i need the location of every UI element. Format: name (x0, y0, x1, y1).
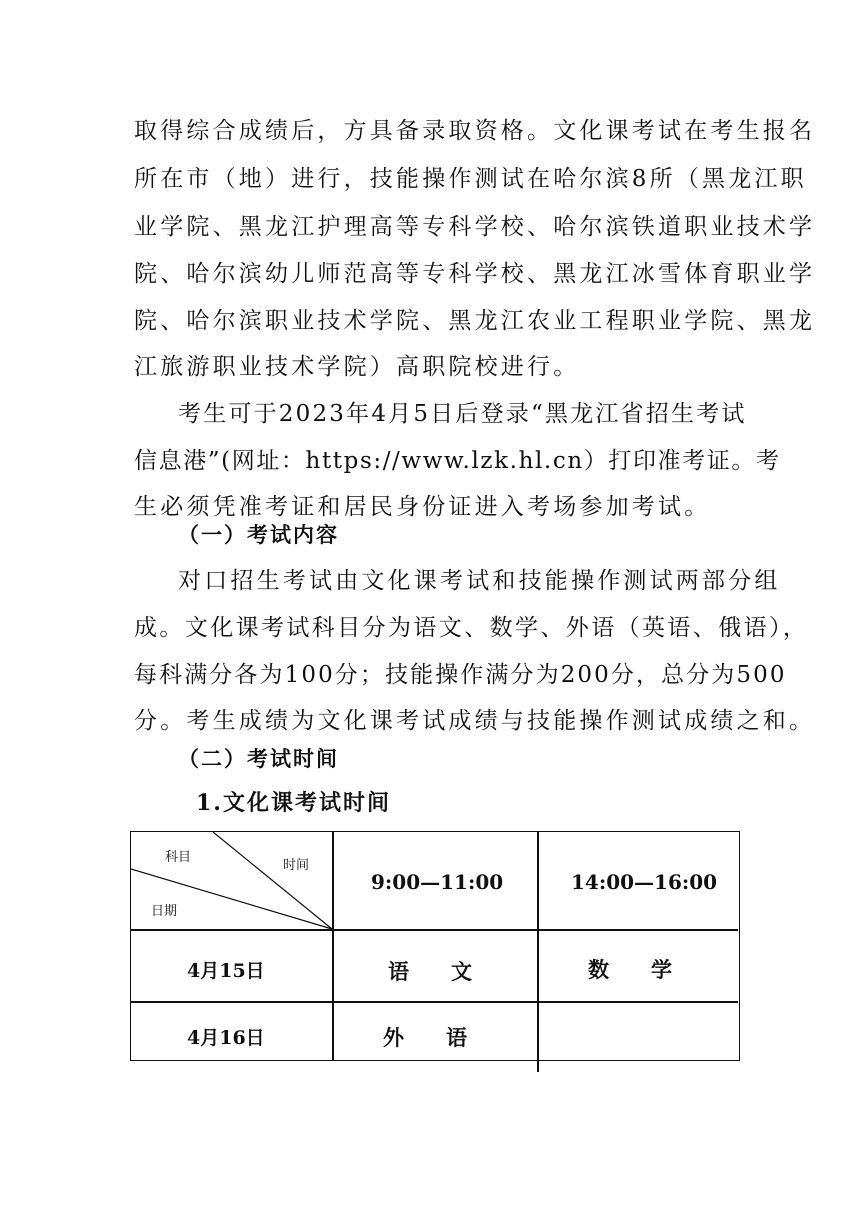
text-line: 对口招生考试由文化课考试和技能操作测试两部分组 (178, 568, 781, 594)
section-heading-exam-time: （二）考试时间 (178, 746, 339, 771)
text-line: 院、哈尔滨职业技术学院、黑龙江农业工程职业学院、黑龙 (134, 308, 816, 334)
text-line: 生必须凭准考证和居民身份证进入考场参加考试。 (134, 494, 711, 520)
header-time-morning: 9:00—11:00 (371, 870, 504, 894)
text-line: 分。考生成绩为文化课考试成绩与技能操作测试成绩之和。 (134, 708, 816, 734)
exam-schedule-table (130, 831, 740, 1061)
table-column-divider (537, 832, 539, 1072)
table-cell-subject: 外 语 (383, 1025, 467, 1050)
table-cell-subject: 数 学 (588, 957, 672, 982)
subsection-heading-culture-exam-time: 1.文化课考试时间 (196, 790, 391, 816)
text-line: 信息港”(网址：https://www.lzk.hl.cn）打印准考证。考 (134, 448, 781, 474)
corner-label-date: 日期 (151, 904, 178, 919)
corner-label-subject: 科目 (165, 850, 192, 865)
text-line: 所在市（地）进行，技能操作测试在哈尔滨8所（黑龙江职 (134, 166, 807, 192)
table-cell-date: 4月15日 (187, 960, 265, 982)
text-line: 考生可于2023年4月5日后登录“黑龙江省招生考试 (178, 401, 747, 427)
text-line: 江旅游职业技术学院）高职院校进行。 (134, 354, 580, 380)
header-time-afternoon: 14:00—16:00 (571, 870, 718, 894)
text-line: 每科满分各为100分；技能操作满分为200分，总分为500 (134, 662, 787, 688)
table-cell-date: 4月16日 (187, 1027, 265, 1049)
text-line: 业学院、黑龙江护理高等专科学校、哈尔滨铁道职业技术学 (134, 214, 816, 240)
section-heading-exam-content: （一）考试内容 (178, 522, 339, 547)
text-line: 院、哈尔滨幼儿师范高等专科学校、黑龙江冰雪体育职业学 (134, 261, 816, 287)
table-cell-subject: 语 文 (388, 959, 472, 984)
text-line: 取得综合成绩后，方具备录取资格。文化课考试在考生报名 (134, 118, 816, 144)
text-line: 成。文化课考试科目分为语文、数学、外语（英语、俄语）， (134, 615, 809, 641)
table-row-divider (131, 1001, 738, 1003)
corner-label-time: 时间 (283, 858, 310, 873)
